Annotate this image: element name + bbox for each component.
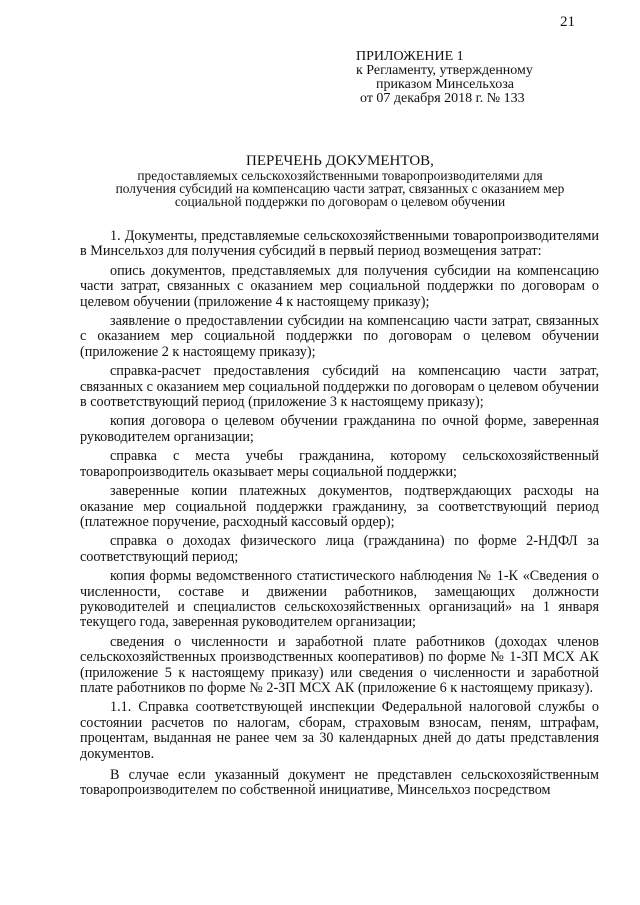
paragraph-item: справка о доходах физического лица (гражданина) по форме 2-НДФЛ за соответствующий период; <box>80 533 599 565</box>
paragraph-item: копия договора о целевом обучении гражданина по очной форме, заверенная руководителем организации; <box>80 413 599 445</box>
appendix-header <box>356 50 616 106</box>
appendix-order-line: приказом Минсельхоза <box>376 77 514 92</box>
appendix-title: ПРИЛОЖЕНИЕ 1 <box>356 49 464 64</box>
paragraph-item: опись документов, представляемых для получения субсидии на компенсацию части затрат, связанных с оказанием мер социальной поддержки по договорам о целевом обучении (приложение 4 к настоящему приказу); <box>80 262 599 310</box>
page-number: 21 <box>560 14 575 30</box>
paragraph-item: справка-расчет предоставления субсидий на компенсацию части затрат, связанных с оказанием мер социальной поддержки по договорам о целевом обучении в соответствующий период (приложение 3 к настоящему приказу); <box>80 363 599 411</box>
title-subtitle-line: предоставляемых сельскохозяйственными товаропроизводителями для <box>137 168 543 183</box>
paragraph-item: заверенные копии платежных документов, подтверждающих расходы на оказание мер социальной поддержки гражданину, за соответствующий период (платежное поручение, расходный кассовый ордер); <box>80 483 599 530</box>
title-subtitle-line: получения субсидий на компенсацию части затрат, связанных с оказанием мер <box>115 181 565 196</box>
paragraph-documents-intro: 1. Документы, представляемые сельскохозяйственными товаропроизводителями в Минсельхоз для получения субсидий в первый период возмещения затрат: <box>80 228 599 260</box>
document-title <box>80 154 600 208</box>
appendix-regulation-line: к Регламенту, утвержденному <box>356 63 533 78</box>
title-subtitle-line: социальной поддержки по договорам о целевом обучении <box>174 194 506 209</box>
paragraph-item: справка с места учебы гражданина, которому сельскохозяйственный товаропроизводитель оказывает меры социальной поддержки; <box>80 448 599 480</box>
paragraph-item: сведения о численности и заработной плате работников (доходах членов сельскохозяйственных производственных кооперативов) по форме № 1-ЗП МСХ АК (приложение 5 к настоящему приказу) или сведения о численности и заработной плате работников по форме № 2-ЗП МСХ АК (приложение 6 к настоящему приказу). <box>80 633 599 696</box>
title-heading: ПЕРЕЧЕНЬ ДОКУМЕНТОВ, <box>246 153 434 169</box>
paragraph-item: копия формы ведомственного статистического наблюдения № 1-К «Сведения о численности, составе и движении работников, замещающих должности руководителей и специалистов сельскохозяйственных организаций» на 1 января текущего года, заверенная руководителем организации; <box>80 568 599 631</box>
paragraph-item: В случае если указанный документ не представлен сельскохозяйственным товаропроизводителем по собственной инициативе, Минсельхоз посредством <box>80 767 599 799</box>
document-body <box>80 229 599 799</box>
appendix-date-line: от 07 декабря 2018 г. № 133 <box>360 91 525 106</box>
paragraph-section-1-1: 1.1. Справка соответствующей инспекции Федеральной налоговой службы о состоянии расчетов по налогам, сборам, страховым взносам, пеням, штрафам, процентам, выданная не ранее чем за 30 календарных дней до даты представления документов. <box>80 699 599 762</box>
paragraph-item: заявление о предоставлении субсидии на компенсацию части затрат, связанных с оказанием мер социальной поддержки по договорам о целевом обучении (приложение 2 к настоящему приказу); <box>80 313 599 360</box>
